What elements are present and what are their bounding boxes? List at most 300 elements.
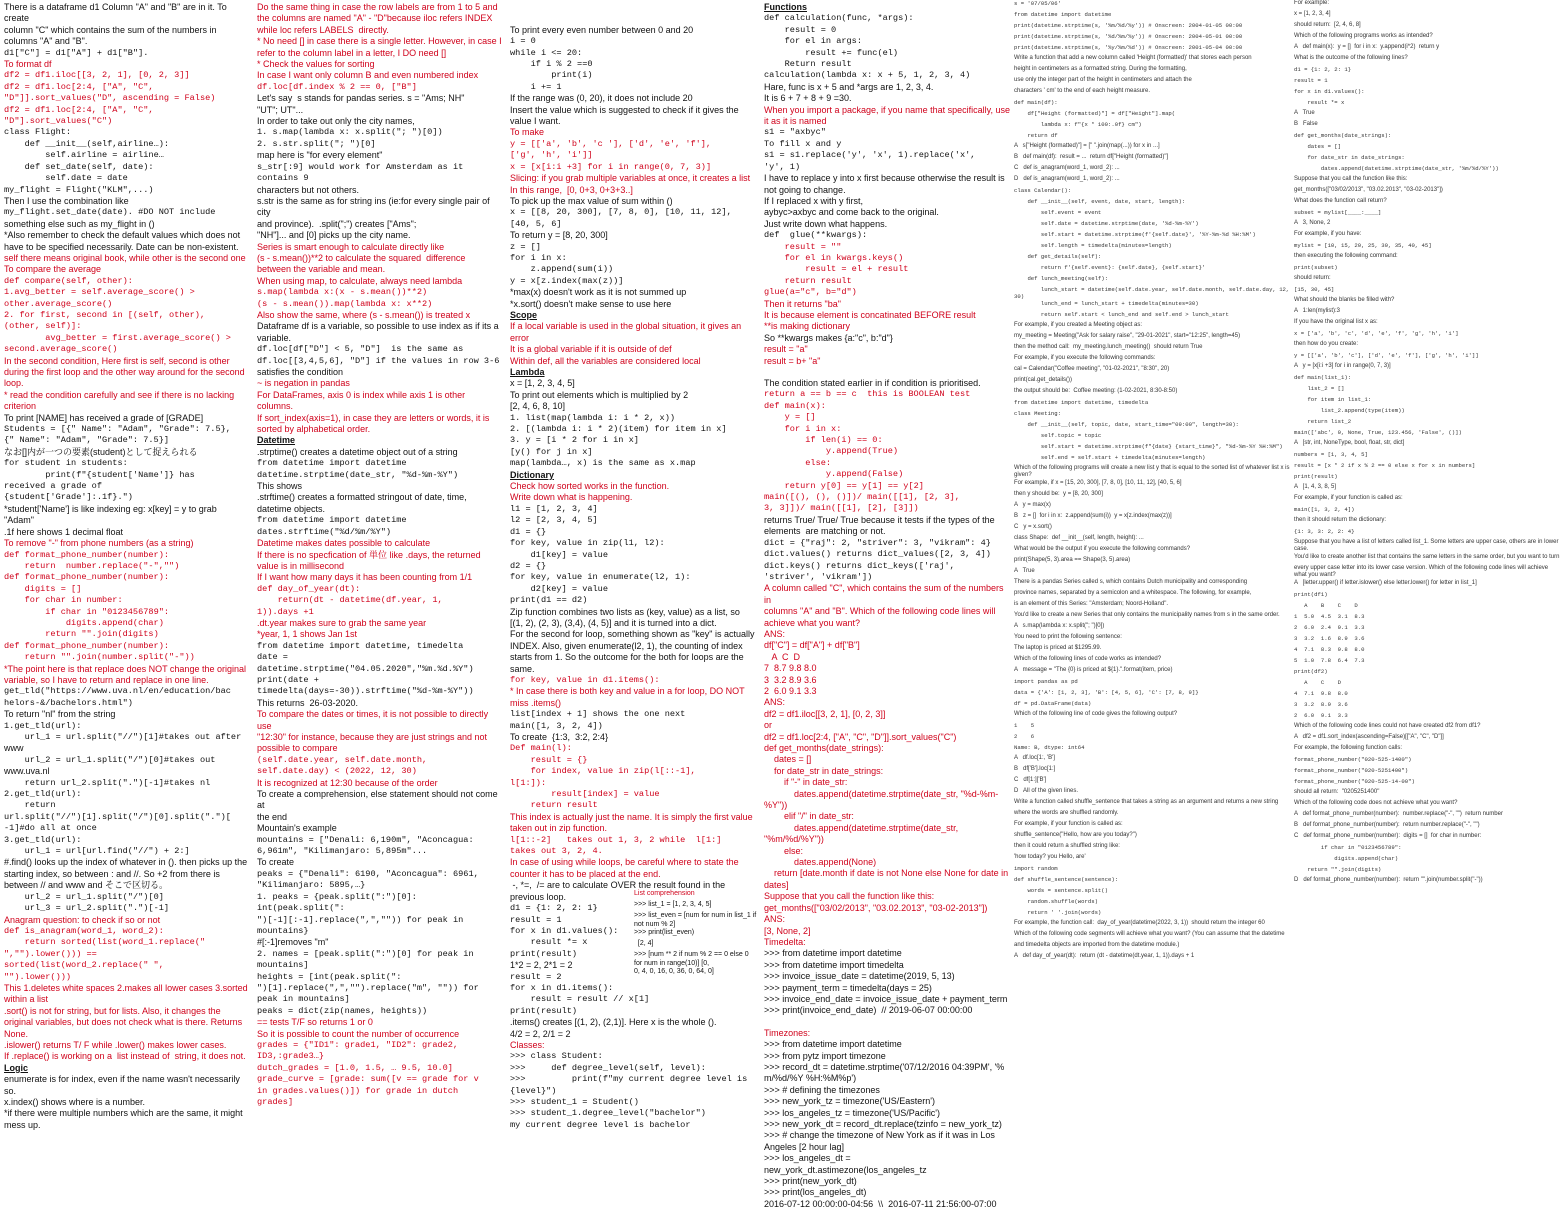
exam-screenshots-right [1294,0,1561,1081]
col2-line: and province). .split(";") creates ["Ams"; [257,218,417,229]
col5b-line: What should the blanks be filled with? [1294,297,1395,303]
col5b-line: print(result) [1294,473,1338,480]
col5a-line: lunch_start = datetime(self.date.year, self.date.month, self.date.day, 12, 30) [1014,286,1293,300]
col3-line: [40, 5, 6] [510,218,562,229]
col4-line: result = el + result [764,264,909,275]
col5b-line: Suppose that you have a list of letters called list_1. Some letters are upper case, others are in lower case. [1294,539,1561,553]
col2-line: df.loc[df["D"] < 5, "D"] is the same as [257,344,464,355]
col5a-line: print(cal.get_details()) [1014,377,1073,383]
col3-line: 3. y = [i * 2 for i in x] [510,435,639,446]
col5b-line: mylist = [10, 15, 20, 25, 30, 35, 40, 45] [1294,242,1432,249]
col3-line: previous loop. [510,891,567,902]
col5b-line: Which of the following code lines could not have created df2 from df1? [1294,722,1481,729]
col5a-line: def get_details(self): [1014,253,1102,260]
col5b-line: What does the function call return? [1294,198,1387,204]
col4-line: elif "/" in date_str: [764,811,854,822]
col5a-line: words = sentence.split() [1014,886,1109,894]
col5a-line: self.length = timedelta(minutes=length) [1014,242,1172,249]
col1-line: url_3 = url_2.split(".")[-1] [4,903,170,914]
col3-line: list[index + 1] shows the one next [510,709,686,720]
col1-line: received a grade of [4,481,102,492]
col1-line: To compare the average [4,264,102,275]
col3-line: It is a global variable if it is outside of def [510,344,672,355]
col1-line: def __init__(self,airline…): [4,138,170,149]
col5a-line: For example, if x = [15, 20, 300], [7, 8, 0], [10, 11, 12], [40, 5, 6] [1014,479,1182,486]
col3-line: for x in d1.values(): [510,925,619,936]
col2-line: (s - s.mean())**2 to calculate the squared difference [257,252,466,263]
col1-line: for char in number: [4,595,123,606]
col1-line: This 1.deletes white spaces 2.makes all lower cases 3.sorted [4,982,248,993]
col4-line: 2 6.0 9.1 3.3 [764,685,817,696]
col1-line: digits.append(char) [4,617,164,628]
col5b-line: subset = mylist[____:____] [1294,209,1382,216]
col3-line: for i in x: [510,252,567,263]
col5a-line: self.topic = topic [1014,432,1102,439]
col2-line: * Check the values for sorting [257,59,375,70]
col4-line: Hare, func is x + 5 and *args are 1, 2, 3, 4. [764,81,934,92]
col1-line: digits = [] [4,583,82,594]
col4-line: >>> print(invoice_end_date) // 2019-06-07 00:00:00 [764,1005,973,1016]
col5b-line: A [1, 4, 3, 8, 5] [1294,484,1337,490]
col3-line: Within def, all the variables are considered local [510,355,701,366]
col3-line: For the second for loop, something shown as "key" is actually [510,629,755,640]
col1-line: criterion [4,401,37,412]
col3-line: >>> student_1 = Student() [510,1097,639,1107]
col1-line: *student['Name'] is like indexing eg: x[key] = y to grab "Adam" [4,503,220,526]
exam-screenshots-area [1014,0,1561,1081]
col2-line: For DataFrames, axis 0 is index while axis 1 is other columns. [257,389,468,412]
col1-line: url.split("//")[1].split("/")[0].split(".")[ [4,811,231,822]
col2-line: 1)).days +1 [257,606,314,617]
col3-line: *max(x) doesn't work as it is not summed up [510,287,687,298]
col1-line: other.average_score() [4,298,113,309]
col5b-line: dates = [] [1294,143,1342,150]
col2-line: Mountain's example [257,823,337,834]
col3-line: print(i) [510,70,593,81]
col2-line: If sort_index(axis=1), in case they are letters or words, it is [257,412,490,423]
col4-line: return result [764,275,852,286]
col2-line: satisfies the condition [257,367,344,377]
col4-line: >>> from pytz import timezone [764,1050,886,1061]
col2-line: To compare the dates or times, it is not possible to directly use [257,709,491,731]
col1-line: 3.get_tld(url): [4,834,82,845]
col4-line: 3, 3]])/ main([[1], [2], [3]]) [764,503,919,514]
col4-line: s1 = "axbyc" [764,127,826,138]
col2-line: 2. names = [peak.split(":")[0] for peak in [257,948,474,959]
col3-line: [(1, 2), (2, 3), (3,4), (4, 5)] and it is turned into a dict. [510,617,717,628]
col4-line: get_months(["03/02/2013", "03.02.2013", "03-02-2013"]) [764,902,988,913]
col4-line: aybyc>axbyc and come back to the original. [764,207,939,218]
col4-line: else: [764,845,804,856]
col2-line: print(date + [257,674,319,685]
col4-line: y = [] [764,412,816,423]
col4-line: dates = [] [764,754,812,765]
col2-line: 1. peaks = {peak.split(":")[0]: [257,891,417,902]
col5a-line: import pandas as pd [1014,677,1078,685]
col1-line: variable, so I have to return and replace in one line. [4,674,209,685]
col1-line: def format_phone_number(number): [4,640,170,651]
notes-column-4 [760,0,1014,1209]
col2-line: in grades.values()]) for grade in dutch [257,1085,459,1096]
col2-line: heights = [int(peak.split(": [257,971,402,982]
col4-line: it as it is named [764,116,827,127]
col5a-line: print(datetime.strptime(s, '%m/%d/%y')) # Onscreen: 2004-01-05 00:00 [1014,22,1243,29]
col1-line: self.airline = airline… [4,150,164,161]
col3-line: >>> print(f"my current degree level is {level}") [510,1074,753,1096]
col4-line: >>> invoice_issue_date = datetime(2019, 5, 13) [764,971,955,982]
col4-line: m/%d/%Y %H:%M%p') [764,1073,857,1084]
col2-line: mountains} [257,925,309,936]
col5a-line: A message = "The {0} is priced at ${1}.".format(item, price) [1014,666,1173,673]
col4-line: >>> from datetime import datetime [764,1039,902,1050]
col5a-line: A y = max(x) [1014,501,1051,508]
col4-line: 3 3.2 8.9 3.6 [764,674,817,685]
col5a-line: print(datetime.strptime(s, '%y/%m/%d')) # Onscreen: 2001-05-04 00:00 [1014,44,1243,51]
col1-line: url_2 = url_1.split("/")[0] [4,891,164,902]
col4-line: return a == b == c this is BOOLEAN test [764,389,971,400]
col5b-line: dates.append(datetime.strptime(date_str, '%m/%d/%Y')) [1294,165,1499,172]
col2-line: "12:30" for instance, because they are just strings and not [257,732,488,742]
col5a-line: Name: B, dtype: int64 [1014,743,1085,751]
col2-line: the end [257,811,288,822]
col3-line: >>> class Student: [510,1051,603,1062]
col2-line: #[:-1]removes "m" [257,937,329,948]
col2-line: value is in millisecond [257,560,345,571]
col5b-line: return list_2 [1294,418,1352,425]
col4-line: >>> # change the timezone of New York as if it was in Los [764,1130,995,1141]
col1-line: return url_2.split(".")[-1]#takes nl [4,777,211,788]
col3-line: for x in d1.items(): [510,982,614,993]
col5a-line: my_meeting = Meeting("Ask for salary raise", "29-01-2021", start="12:25", length=45) [1014,333,1241,339]
col3-line: To pick up the max value of sum within () [510,195,673,206]
col4-line: main([(), (), ()])/ main([[1], [2, 3], [764,492,960,503]
col5b-line: A C D [1294,678,1342,686]
col1-line: なお[]内が一つの要素(student)として捉えられる [4,446,198,457]
col1-line: "D"].sort_values("C") [4,116,113,127]
col5a-line: import random [1014,864,1058,872]
col4-line: >>> los_angeles_tz = timezone('US/Pacific') [764,1107,941,1118]
col4-line: >>> record_dt = datetime.strptime('07/12/2016 04:39PM', '% [764,1061,1005,1072]
col1-line: Logic [4,1062,28,1073]
col5a-line: B def main(df): result = ... return df["Height (formatted)"] [1014,154,1169,160]
col4-line: Suppose that you call the function like this: [764,891,935,902]
col2-line: Datetime makes dates possible to calculate [257,538,431,549]
col4-line: A C D [764,651,801,662]
col1-line: my_flight = Flight("KLM",...) [4,184,154,195]
col5b-line: result = 1 [1294,77,1328,84]
col3-line: d2 = {} [510,560,547,571]
col5a-line: return f'{self.event}: {self.date}, {self.start}' [1014,264,1206,271]
col4-line: I have to replace y into x first because otherwise the result is [764,173,1005,184]
col5a-line: For example, if your function is called as: [1014,820,1123,827]
col3-line: z = [] [510,241,541,252]
col3-line: result = 2 [510,971,562,982]
col4-line [764,367,1010,378]
col3-line: print(result) [510,1005,578,1016]
col5b-line: list_2.append(type(item)) [1294,407,1405,414]
col4-line: 'striver', 'vikram']) [764,571,873,582]
col5a-line: There is a pandas Series called s, which contains Dutch municipality and corresponding [1014,578,1248,585]
col5b-line: For example, if your function is called as: [1294,495,1403,501]
col5b-line: result *= x [1294,99,1345,106]
col3-line: Check how sorted works in the function. [510,481,670,492]
col4-line: 'y', 1) [764,161,801,172]
col5a-line: For example, if you execute the following commands: [1014,355,1156,361]
col4-line: def main(x): [764,400,826,411]
col3-line: x = [1, 2, 3, 4, 5] [510,378,575,389]
col5b-line: [15, 30, 45] [1294,286,1335,293]
col2-line: variable. [257,332,292,343]
col1-line: Then I use the combination like [4,195,129,206]
col1-line: Anagram question: to check if so or not [4,914,161,925]
col4-line: Functions [764,2,807,12]
col3_extra-line: List comprehension [634,890,695,897]
col2-line: mountains] [257,960,309,971]
col1-line: return "".join(number.split("-")) [4,652,195,663]
col3-line: i += 1 [510,81,562,92]
col4-line: A column called "C", which contains the sum of the numbers in [764,583,1007,605]
col4-line: >>> invoice_end_date = invoice_issue_date + payment_term [764,993,1008,1004]
col1-line: second.average_score() [4,344,118,355]
col5a-line: A True [1014,567,1035,574]
col5b-line: Which of the following code does not achieve what you want? [1294,799,1458,806]
col5b-line: For example, the following function calls: [1294,744,1403,751]
col5a-line: df = pd.DataFrame(data) [1014,699,1092,707]
col4-line: 2016-07-12 00:00:00-04:56 \\ 2016-07-11 21:56:00-07:00 [764,1198,997,1209]
list-comprehension-block [634,890,758,979]
col4-line: glue(a="c", b="d") [764,287,857,298]
col3-line: error [510,332,530,343]
col4-line: dict = {"raj": 2, "striver": 3, "vikram": 4} [764,537,991,548]
col1-line: self.date = date [4,173,128,184]
col4-line: columns "A" and "B". Which of the following code lines will [764,606,996,617]
col3-line: taken out in zip function. [510,823,608,834]
col4-line: >>> payment_term = timedelta(days = 25) [764,982,932,993]
col1-line: column "C" which contains the sum of the numbers in [4,24,217,35]
col2-line: Datetime [257,435,296,446]
col4-line: ANS: [764,628,786,639]
col1-line: my_flight.set_date(date). #DO NOT include [4,207,216,218]
col4-line: dict.keys() returns dict_keys(['raj', [764,560,955,571]
col5b-line: every upper case letter into its lower case version. Which of the following code lines will achieve what you want? [1294,564,1550,579]
col3-line: 4/2 = 2, 2/1 = 2 [510,1028,571,1039]
col5a-line: D All of the given lines. [1014,787,1079,794]
col3-line: for index, value in zip(l[::-1], [510,766,696,777]
col3-line: result = {} [510,754,588,765]
col1-line: df2 = df1.iloc[[3, 2, 1], [0, 2, 3]] [4,70,190,81]
col3_extra-line: >>> print(list_even) [634,929,695,937]
col1-line: def compare(self, other): [4,275,133,286]
col2-line: == tests T/F so returns 1 or 0 [257,1017,373,1028]
col2-line: sorted by alphabetical order. [257,424,371,435]
col5b-line: y = [['a', 'b', 'c'], ['d', 'e', 'f'], ['g', 'h', 'i']] [1294,352,1479,359]
col3-line: result[index] = value [510,789,660,800]
col4-line: result = "a" [764,344,808,355]
col1-line: {student['Grade']:.1f}.") [4,492,133,503]
col5b-line: result = [x * 2 if x % 2 == 0 else x for x in numbers] [1294,462,1476,469]
col5b-line: 2 6.0 2.4 9.1 3.3 [1294,623,1365,631]
col1-line: during the first loop and the other way around for the second [4,367,245,377]
col4-line: **is making dictionary [764,321,851,332]
col1-line: helors-&/bachelors.html") [4,697,133,708]
col5a-line: You'd like to create a new Series that only contains the municipality names from s in the same order. [1014,611,1280,618]
col2-line: self.date.day) < (2022, 12, 30) [257,766,417,777]
col1-line: If .replace() is working on a list instead of string, it does not. [4,1051,246,1062]
col1-line: for student in students: [4,458,128,469]
col5a-line: from datetime import datetime, timedelta [1014,399,1149,406]
col5a-line: You need to print the following sentence: [1014,633,1122,640]
col1-line: Students = [{" Name": "Adam", "Grade": 7.5}, [4,424,231,435]
col3-line: 1*2 = 2, 2*1 = 2 [510,960,573,971]
col1-line: 2.get_tld(url): [4,789,82,800]
col3-line: print(d1 == d2) [510,595,588,606]
col1-line: avg_better = first.average_score() > [4,332,231,343]
col5b-line: For example, if you have: [1294,231,1362,237]
col2-line: map here is "for every element" [257,150,383,161]
col3-line: return result [510,800,598,811]
col5b-line: C def format_phone_number(number): digits = [] for char in number: [1294,832,1482,839]
col5a-line: self.date = datetime.strptime(date, '%d-%m-%Y') [1014,220,1199,227]
col5a-line: A df.loc[1:, 'B'] [1014,754,1055,761]
col3-line: To print out elements which is multiplied by 2 [510,389,689,400]
col1-line: -1]#do all at once [4,823,97,834]
col1-line: .islower() returns T/ F while .lower() makes lower cases. [4,1039,227,1050]
col5a-line: data = {'A': [1, 2, 3], 'B': [4, 5, 6], 'C': [7, 8, 9]} [1014,688,1199,696]
col2-line: (s - s.mean()).map(lambda x: x**2) [257,298,433,309]
col3-line: * In case there is both key and value in a for loop, DO NOT [510,686,745,697]
col2-line: *year, 1, 1 shows Jan 1st [257,629,358,640]
col4-line: result = b+ "a" [764,355,821,366]
col1-line: *Also remember to check the default values which does not [4,230,241,241]
col1-line: 1.get_tld(url): [4,720,82,731]
col3-line: >>> student_1.degree_level("bachelor") [510,1108,706,1119]
col2-line: df.loc[[3,4,5,6], "D"] if the values in row 3-6 [257,355,500,366]
col5b-line: A def format_phone_number(number): number.replace("-", "") return number [1294,810,1503,817]
col4-line: def glue(**kwargs): [764,230,868,241]
col5b-line: then how do you create: [1294,341,1359,347]
col3-line: for key, value in zip(l1, l2): [510,538,665,549]
col3-line: x = [[8, 20, 300], [7, 8, 0], [10, 11, 12], [510,207,732,218]
col5a-line: class Calendar(): [1014,187,1072,194]
col4-line: s1 = s1.replace('y', 'x', 1).replace('x', [764,150,976,161]
col3-line: *x.sort() doesn't make sense to use here [510,298,672,309]
col4-line: >>> new_york_tz = timezone('US/Eastern') [764,1096,936,1107]
col4-line: returns True/ True/ True because it tests if the types of the [764,514,995,525]
col1-line: class Flight: [4,127,72,138]
col2-line: 1. s.map(lambda x: x.split("; ")[0]) [257,127,443,138]
col2-line: return(dt - datetime(df.year, 1, [257,595,443,606]
col4-line: Timezones: [764,1027,811,1038]
col5a-line: 1 5 [1014,721,1035,729]
col5b-line: A def main(x): y = [] for i in x: y.append(i*2) return y [1294,44,1440,50]
col4-line: y.append(False) [764,469,904,480]
col2-line: from datetime import datetime, timedelta [257,640,464,651]
col3-line: for key, value in d1.items(): [510,674,660,685]
col5a-line: self.end = self.start + timedelta(minutes=length) [1014,454,1206,461]
col3-line: d1 = {} [510,526,547,537]
col3-line: miss .items() [510,697,561,708]
col5b-line: digits.append(char) [1294,854,1399,862]
col5a-line: A s.map(lambda x: x.split("; ")[0]) [1014,622,1105,629]
col5a-line: B df['B'].loc[1:] [1014,765,1056,772]
col5b-line: main(['abc', 0, None, True, 123.456, 'False', ()]) [1294,429,1462,436]
col5a-line: For example, the function call: day_of_year(datetime(2022, 3, 1)) should return the integer 60 [1014,919,1265,926]
col3-line: .items() creates [(1, 2), (2,1)]. Here x is the whole (). [510,1017,717,1028]
col2-line: grade_curve = [grade: sum([v == grade for v [257,1074,479,1085]
notes-column-1 [0,0,253,1130]
col3-line: y = x[z.index(max(z))] [510,275,624,286]
col1-line: To remove "-" from phone numbers (as a string) [4,538,194,549]
col5a-line: C y = x.sort() [1014,523,1052,530]
col2-line: s_str[:9] would work for Amsterdam as it contains 9 [257,161,469,184]
col2-line: This shows [257,481,303,492]
col5b-line: format_phone_number("020-525-1400") [1294,755,1412,763]
col5a-line: The laptop is priced at $1295.99. [1014,644,1102,651]
col4-line: Return result [764,59,852,70]
col3-line: Dictionary [510,469,555,480]
col2-line: In case I want only column B and even numbered index [257,70,479,81]
col2-line: peaks = dict(zip(names, heights)) [257,1005,428,1016]
col2-line: Do the same thing in case the row labels are from 1 to 5 and [257,2,498,12]
col3-line: if i % 2 ==0 [510,59,593,70]
notes-column-2 [253,0,506,1107]
col1-line: sorted(list(word_2.replace(" ", [4,960,164,971]
col2-line: from datetime import datetime [257,458,407,469]
col2-line: from datetime import datetime [257,515,407,526]
col3-line: >>> def degree_level(self, level): [510,1062,706,1073]
col5b-line: A df2 = df1.sort_index(ascending=False)[["A", "C", "D"]] [1294,733,1444,740]
col5a-line: characters ' cm' to the end of each height measure. [1014,88,1151,94]
col4-line: result = "" [764,241,842,252]
col5a-line: lambda x: f"{x * 100:.0f} cm") [1014,121,1142,128]
col1-line: 2. for first, second in [(self, other), [4,309,206,320]
col5b-line: return "".join(digits) [1294,865,1382,873]
col3-line: To print every even number between 0 and 20 [510,24,694,35]
col2-line: timedelta(days=-30)).strftime("%d-%m-%Y")) [257,686,474,697]
col4-line: else: [764,457,832,468]
col4-line: elements are matching or not. [764,526,886,537]
col5a-line: What would be the output if you execute the following commands? [1014,545,1191,552]
col4-line [764,1017,1010,1028]
col3-line: INDEX. Also, given enumerate(l2, 1), the counting of index [510,640,743,651]
col1-line: There is a dataframe d1 Column "A" and "B" are in it. To create [4,2,230,24]
col2-line: "NH"]... and [0] picks up the city name. [257,230,411,241]
col2-line: In order to take out only the city names, [257,116,415,127]
col2-line: .strftime() creates a formatted stringout of date, time, [257,492,467,503]
col5b-line: list_2 = [] [1294,385,1345,392]
notes-column-3 [506,0,760,1130]
col5b-line: numbers = [1, 3, 4, 5] [1294,451,1368,458]
col5a-line: province names, separated by a semicolon and a whitespace. The following, for example, [1014,589,1252,596]
col5b-line: then it should return the dictionary: [1294,517,1387,523]
col2-line: while loc refers LABELS directly. [257,24,389,35]
col1-line: ","").lower())) == [4,948,97,959]
col4-line: It is because element is concatinated BEFORE result [764,309,976,320]
col5b-line: d1 = {1: 2, 2: 1} [1294,66,1352,73]
col4-line: [3, None, 2] [764,925,811,936]
col4-line: df2 = df1.loc[2:4, ["A", "C", "D"]].sort_values("C") [764,731,957,742]
col3-line: z.append(sum(i)) [510,264,614,275]
col2-line: .dt.year makes sure to grab the same year [257,617,427,628]
col1-line: .sort() is not for string, but for lists. Also, it changes the [4,1005,221,1016]
col3-line: To make [510,127,545,138]
col4-line: calculation(lambda x: x + 5, 1, 2, 3, 4) [764,70,971,81]
col2-line: datetime.strptime(date_str, "%d-%m-%Y") [257,469,459,480]
col5b-line: print(subset) [1294,264,1338,271]
col3-line: Lambda [510,367,545,377]
col3_extra-line: >>> list_even = [num for num in list_1 if not num % 2] [634,912,759,928]
col3-line: l1 = [1, 2, 3, 4] [510,503,598,514]
